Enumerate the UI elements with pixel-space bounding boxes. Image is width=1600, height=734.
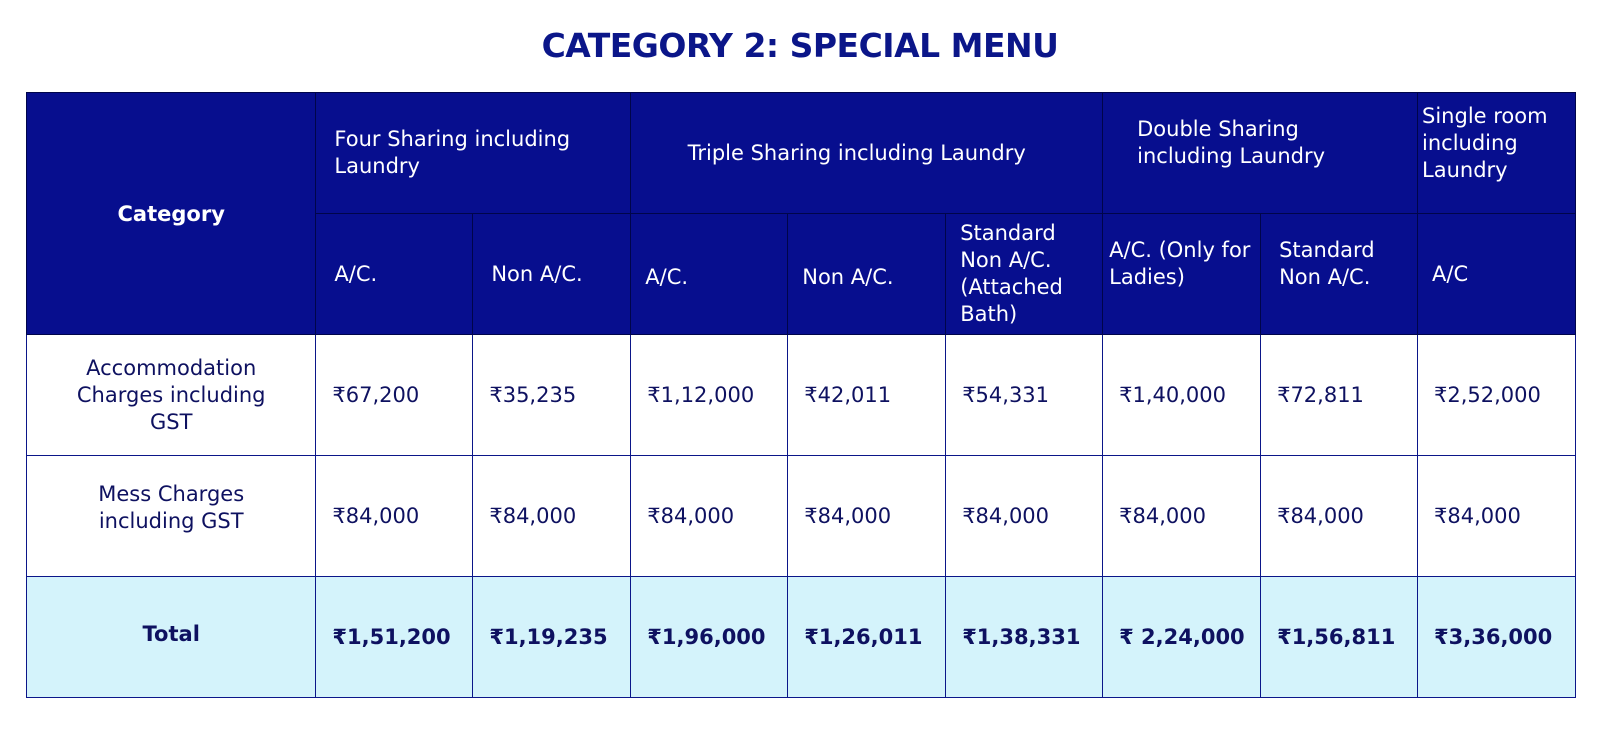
- header-double-standard: [1261, 214, 1418, 335]
- table-cell: ₹84,000: [473, 456, 631, 577]
- header-triple-ac-label: A/C.: [645, 264, 689, 289]
- table-cell: ₹42,011: [788, 335, 946, 456]
- total-row: [27, 577, 1576, 698]
- header-triple-sharing-label: Triple Sharing including Laundry: [687, 140, 1026, 165]
- row-label-mess: [27, 456, 316, 577]
- table-cell: ₹54,331: [946, 335, 1103, 456]
- table-cell: ₹84,000: [788, 456, 946, 577]
- table-cell: ₹1,12,000: [631, 335, 788, 456]
- table-cell: ₹84,000: [316, 456, 473, 577]
- table-cell: ₹67,200: [316, 335, 473, 456]
- header-single-ac: [1418, 214, 1576, 335]
- header-four-sharing-label: Four Sharing including Laundry: [334, 127, 571, 178]
- row-label-total-text: Total: [142, 622, 200, 646]
- total-cell: ₹1,51,200: [316, 577, 473, 698]
- table-row: [27, 456, 1576, 577]
- header-row-groups: [27, 93, 1576, 214]
- header-four-ac: [316, 214, 473, 335]
- header-double-standard-label: Standard Non A/C.: [1279, 238, 1375, 289]
- total-cell: ₹1,96,000: [631, 577, 788, 698]
- header-single-room: [1418, 93, 1576, 214]
- row-label-total: [27, 577, 316, 698]
- header-single-ac-label: A/C: [1432, 261, 1469, 286]
- header-triple-sharing: [631, 93, 1103, 214]
- total-cell: ₹1,19,235: [473, 577, 631, 698]
- page-title: CATEGORY 2: SPECIAL MENU: [541, 26, 1059, 65]
- header-four-ac-label: A/C.: [334, 261, 378, 286]
- row-label-accommodation-text: Accommodation Charges including GST: [76, 355, 266, 434]
- table-cell: ₹84,000: [1418, 456, 1576, 577]
- header-single-room-label: Single room including Laundry: [1422, 103, 1548, 182]
- total-cell: ₹1,56,811: [1261, 577, 1418, 698]
- header-triple-nonac-label: Non A/C.: [802, 264, 894, 289]
- total-cell: ₹1,38,331: [946, 577, 1103, 698]
- table-cell: ₹35,235: [473, 335, 631, 456]
- header-triple-standard-label: Standard Non A/C. (Attached Bath): [960, 221, 1063, 326]
- header-four-nonac: [473, 214, 631, 335]
- table-cell: ₹84,000: [946, 456, 1103, 577]
- header-double-ac-label: A/C. (Only for Ladies): [1109, 238, 1251, 289]
- table-cell: ₹84,000: [1261, 456, 1418, 577]
- header-triple-ac: [631, 214, 788, 335]
- header-four-sharing: [316, 93, 631, 214]
- header-category: Category: [27, 93, 316, 335]
- table-cell: ₹1,40,000: [1103, 335, 1261, 456]
- total-cell: ₹3,36,000: [1418, 577, 1576, 698]
- table-cell: ₹2,52,000: [1418, 335, 1576, 456]
- total-cell: ₹1,26,011: [788, 577, 946, 698]
- table-cell: ₹72,811: [1261, 335, 1418, 456]
- pricing-table: [26, 92, 1576, 698]
- total-cell: ₹ 2,24,000: [1103, 577, 1261, 698]
- table-cell: ₹84,000: [631, 456, 788, 577]
- header-four-nonac-label: Non A/C.: [491, 261, 583, 286]
- header-triple-nonac: [788, 214, 946, 335]
- row-label-accommodation: [27, 335, 316, 456]
- table-row: [27, 335, 1576, 456]
- header-triple-standard: [946, 214, 1103, 335]
- header-double-ac: [1103, 214, 1261, 335]
- table-cell: ₹84,000: [1103, 456, 1261, 577]
- header-double-sharing: [1103, 93, 1418, 214]
- row-label-mess-text: Mess Charges including GST: [98, 482, 245, 533]
- header-double-sharing-label: Double Sharing including Laundry: [1137, 117, 1326, 168]
